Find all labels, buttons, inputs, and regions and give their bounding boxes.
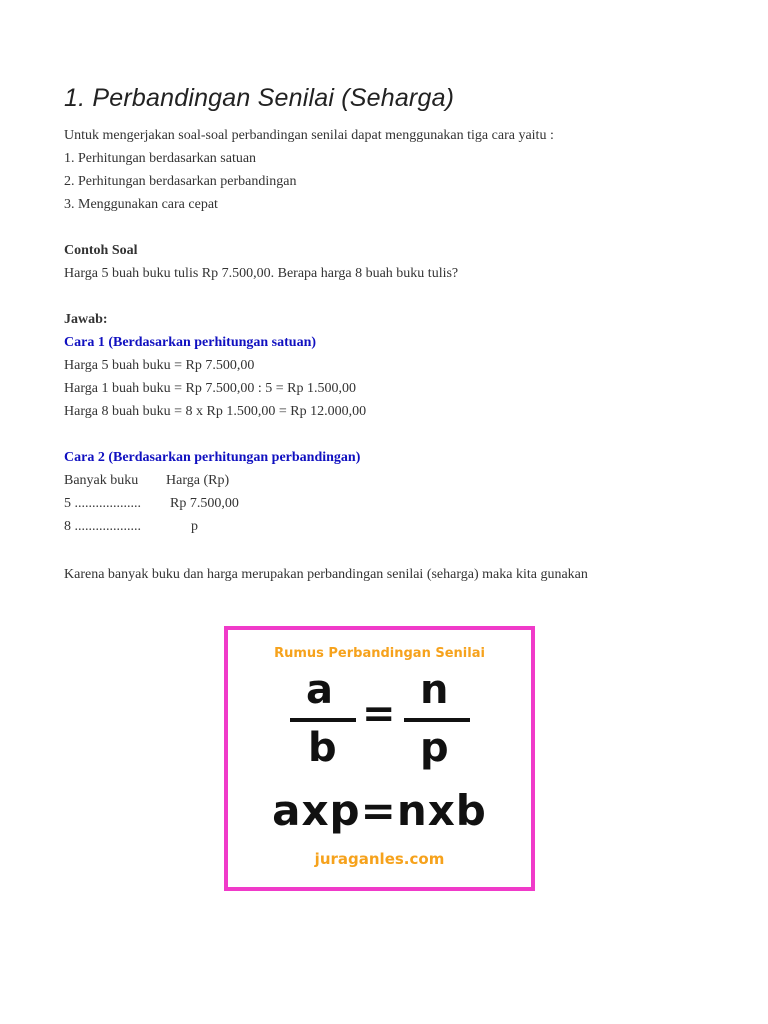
method-item-1: 1. Perhitungan berdasarkan satuan [64,151,257,166]
cara2-title: Cara 2 (Berdasarkan perhitungan perbandingan) [64,450,361,465]
cara2-row-2-col1: 8 ................... [64,519,141,534]
formula-denominator-left: b [308,725,337,771]
intro-text: Untuk mengerjakan soal-soal perbandingan senilai dapat menggunakan tiga cara yaitu : [64,128,554,143]
cara2-row-2-col2: p [191,519,198,534]
formula-caption: Rumus Perbandingan Senilai [274,646,485,661]
method-item-3: 3. Menggunakan cara cepat [64,197,218,212]
fraction-bar-left [290,718,356,722]
fraction-bar-right [404,718,470,722]
method-item-2: 2. Perhitungan berdasarkan perbandingan [64,174,297,189]
cara1-line-1: Harga 5 buah buku = Rp 7.500,00 [64,358,255,373]
formula-numerator-left: a [306,667,333,713]
page-title: 1. Perbandingan Senilai (Seharga) [64,84,455,112]
example-label: Contoh Soal [64,243,138,258]
formula-denominator-right: p [420,725,449,771]
formula-product-line: axp=nxb [272,786,487,835]
conclusion-text: Karena banyak buku dan harga merupakan perbandingan senilai (seharga) maka kita gunakan [64,567,588,582]
cara2-header-col1: Banyak buku [64,473,139,488]
example-question: Harga 5 buah buku tulis Rp 7.500,00. Berapa harga 8 buah buku tulis? [64,266,459,281]
cara2-row-1-col1: 5 ................... [64,496,141,511]
formula-image [224,626,535,891]
cara1-line-2: Harga 1 buah buku = Rp 7.500,00 : 5 = Rp 1.500,00 [64,381,357,396]
cara2-row-1-col2: Rp 7.500,00 [170,496,239,511]
cara1-title: Cara 1 (Berdasarkan perhitungan satuan) [64,335,317,350]
cara2-header-col2: Harga (Rp) [166,473,230,488]
formula-equals: = [362,691,396,737]
cara2-row-2 [64,518,198,536]
cara2-header-row [64,472,230,490]
cara2-row-1 [64,495,239,513]
formula-numerator-right: n [420,667,449,713]
answer-label: Jawab: [64,312,108,327]
formula-site: juraganles.com [314,850,445,868]
cara1-line-3: Harga 8 buah buku = 8 x Rp 1.500,00 = Rp 12.000,00 [64,404,367,419]
